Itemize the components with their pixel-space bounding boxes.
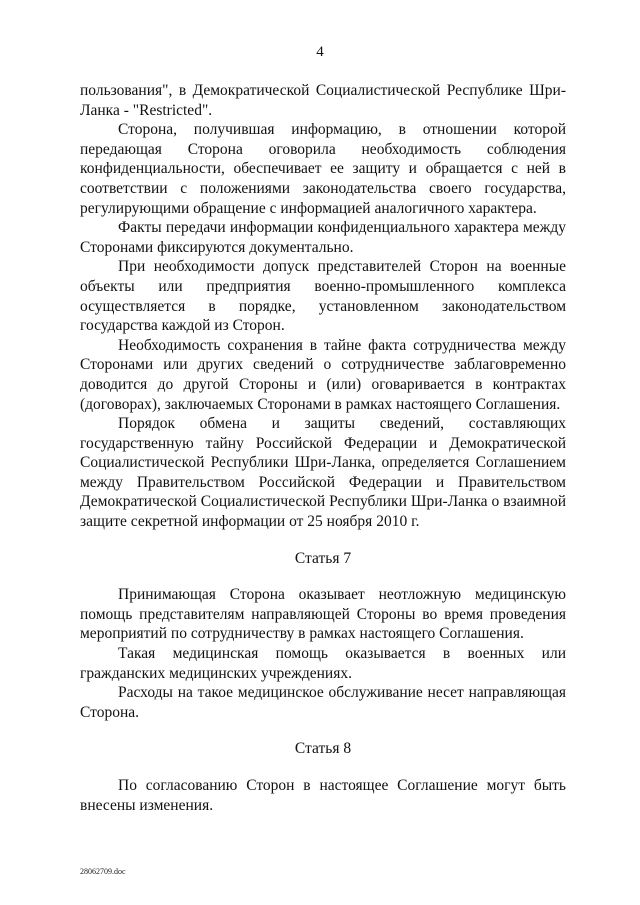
paragraph-medical-expenses: Расходы на такое медицинское обслуживание несет направляющая Сторона. bbox=[80, 684, 566, 721]
paragraph-access: При необходимости допуск представителей Сторон на военные объекты или предприятия военно-промышленного комплекса осуществляется в порядке, установленном законодательством государства каждой из Сторон. bbox=[80, 258, 566, 335]
paragraph-medical-institutions: Такая медицинская помощь оказывается в военных или гражданских медицинских учреждениях. bbox=[80, 645, 566, 682]
paragraph-medical-aid: Принимающая Сторона оказывает неотложную медицинскую помощь представителям направляющей Стороны во время проведения мероприятий по сотрудничеству в рамках настоящего Соглашения. bbox=[80, 586, 566, 643]
spacer bbox=[80, 759, 566, 776]
spacer bbox=[80, 722, 566, 739]
paragraph-secrecy: Необходимость сохранения в тайне факта сотрудничества между Сторонами или других сведений о сотрудничестве заблаговременно доводится до другой Стороны и (или) оговаривается в контрактах (договорах), заключаемых Сторонами в рамках настоящего Соглашения. bbox=[80, 336, 566, 413]
spacer bbox=[80, 568, 566, 585]
spacer bbox=[80, 532, 566, 549]
article-7-heading: Статья 7 bbox=[294, 549, 352, 567]
article-8-heading: Статья 8 bbox=[294, 740, 352, 758]
paragraph-state-secret: Порядок обмена и защиты сведений, составляющих государственную тайну Российской Федерации и Демократической Социалистической Республики Шри-Ланка, определяется Соглашением между Правительством Российской Федерации и Правительством Демократической Социалистической Республики Шри-Ланка о взаимной защите секретной информации от 25 ноября 2010 г. bbox=[80, 415, 566, 531]
paragraph-amendments: По согласованию Сторон в настоящее Соглашение могут быть внесены изменения. bbox=[80, 777, 566, 814]
paragraph-documentation: Факты передачи информации конфиденциального характера между Сторонами фиксируются документально. bbox=[80, 219, 566, 256]
paragraph-confidentiality: Сторона, получившая информацию, в отношении которой передающая Сторона оговорила необходимость соблюдения конфиденциальности, обеспечивает ее защиту и обращается с ней в соответствии с положениями законодательства своего государства, регулирующими обращение с информацией аналогичного характера. bbox=[80, 121, 566, 217]
footer-filename: 28062709.doc bbox=[80, 867, 126, 876]
document-body bbox=[80, 81, 566, 815]
paragraph-continuation: пользования", в Демократической Социалистической Республике Шри-Ланка - "Restricted". bbox=[80, 82, 566, 119]
page-number: 4 bbox=[316, 44, 324, 60]
